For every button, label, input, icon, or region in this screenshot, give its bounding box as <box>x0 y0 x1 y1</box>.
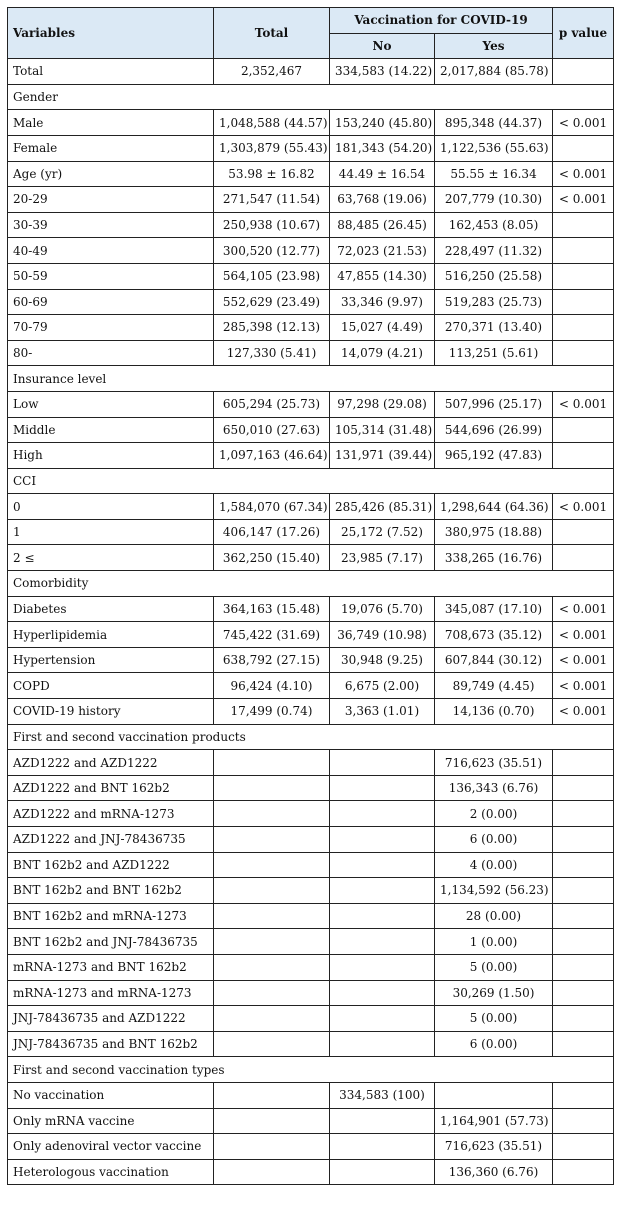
yes-vaccination-cell: 507,996 (25.17) <box>435 391 553 417</box>
total-cell: 605,294 (25.73) <box>214 391 330 417</box>
yes-vaccination-cell: 607,844 (30.12) <box>435 647 553 673</box>
total-cell: 362,250 (15.40) <box>214 545 330 571</box>
table-row <box>8 110 614 136</box>
row-label: mRNA-1273 and BNT 162b2 <box>8 954 214 980</box>
total-cell: 2,352,467 <box>214 59 330 85</box>
total-cell: 17,499 (0.74) <box>214 699 330 725</box>
section-label: CCI <box>8 468 614 494</box>
yes-vaccination-cell: 338,265 (16.76) <box>435 545 553 571</box>
p-value-cell <box>553 852 614 878</box>
total-cell <box>214 801 330 827</box>
yes-vaccination-cell: 162,453 (8.05) <box>435 212 553 238</box>
no-vaccination-cell: 33,346 (9.97) <box>330 289 435 315</box>
table-row <box>8 954 614 980</box>
yes-vaccination-cell: 1,164,901 (57.73) <box>435 1108 553 1134</box>
table-row <box>8 443 614 469</box>
yes-vaccination-cell: 5 (0.00) <box>435 1006 553 1032</box>
no-vaccination-cell <box>330 903 435 929</box>
row-label: BNT 162b2 and JNJ-78436735 <box>8 929 214 955</box>
p-value-cell: < 0.001 <box>553 391 614 417</box>
table-row <box>8 903 614 929</box>
table-row <box>8 596 614 622</box>
table-row <box>8 391 614 417</box>
row-label: AZD1222 and AZD1222 <box>8 750 214 776</box>
table-row <box>8 212 614 238</box>
no-vaccination-cell: 14,079 (4.21) <box>330 340 435 366</box>
no-vaccination-cell: 88,485 (26.45) <box>330 212 435 238</box>
row-label: COVID-19 history <box>8 699 214 725</box>
yes-vaccination-cell: 89,749 (4.45) <box>435 673 553 699</box>
row-label: BNT 162b2 and BNT 162b2 <box>8 878 214 904</box>
row-label: Only adenoviral vector vaccine <box>8 1134 214 1160</box>
no-vaccination-cell: 36,749 (10.98) <box>330 622 435 648</box>
p-value-cell <box>553 1082 614 1108</box>
yes-vaccination-cell: 270,371 (13.40) <box>435 315 553 341</box>
no-vaccination-cell <box>330 775 435 801</box>
p-value-cell <box>553 903 614 929</box>
p-value-cell <box>553 238 614 264</box>
row-label: mRNA-1273 and mRNA-1273 <box>8 980 214 1006</box>
section-row <box>8 1057 614 1083</box>
row-label: Low <box>8 391 214 417</box>
no-vaccination-cell <box>330 929 435 955</box>
table-row <box>8 1006 614 1032</box>
row-label: 1 <box>8 519 214 545</box>
row-label: No vaccination <box>8 1082 214 1108</box>
total-cell <box>214 903 330 929</box>
total-cell <box>214 1108 330 1134</box>
p-value-cell <box>553 827 614 853</box>
yes-vaccination-cell: 345,087 (17.10) <box>435 596 553 622</box>
header-p-value: p value <box>553 8 614 59</box>
no-vaccination-cell: 72,023 (21.53) <box>330 238 435 264</box>
total-cell: 564,105 (23.98) <box>214 263 330 289</box>
p-value-cell: < 0.001 <box>553 673 614 699</box>
no-vaccination-cell: 105,314 (31.48) <box>330 417 435 443</box>
yes-vaccination-cell: 6 (0.00) <box>435 827 553 853</box>
total-cell: 650,010 (27.63) <box>214 417 330 443</box>
header-total: Total <box>214 8 330 59</box>
p-value-cell <box>553 340 614 366</box>
yes-vaccination-cell: 113,251 (5.61) <box>435 340 553 366</box>
p-value-cell: < 0.001 <box>553 494 614 520</box>
section-row <box>8 724 614 750</box>
total-cell <box>214 852 330 878</box>
yes-vaccination-cell: 895,348 (44.37) <box>435 110 553 136</box>
table-row <box>8 647 614 673</box>
p-value-cell <box>553 1134 614 1160</box>
yes-vaccination-cell: 716,623 (35.51) <box>435 1134 553 1160</box>
no-vaccination-cell <box>330 1134 435 1160</box>
yes-vaccination-cell: 55.55 ± 16.34 <box>435 161 553 187</box>
p-value-cell <box>553 1031 614 1057</box>
row-label: 30-39 <box>8 212 214 238</box>
table-row <box>8 1159 614 1185</box>
table-row <box>8 238 614 264</box>
row-label: Total <box>8 59 214 85</box>
section-row <box>8 571 614 597</box>
total-cell: 285,398 (12.13) <box>214 315 330 341</box>
no-vaccination-cell: 23,985 (7.17) <box>330 545 435 571</box>
no-vaccination-cell: 97,298 (29.08) <box>330 391 435 417</box>
total-cell <box>214 1082 330 1108</box>
table-row <box>8 494 614 520</box>
yes-vaccination-cell: 1,122,536 (55.63) <box>435 135 553 161</box>
total-cell <box>214 1134 330 1160</box>
total-cell <box>214 750 330 776</box>
no-vaccination-cell <box>330 750 435 776</box>
row-label: 50-59 <box>8 263 214 289</box>
table-row <box>8 750 614 776</box>
row-label: BNT 162b2 and mRNA-1273 <box>8 903 214 929</box>
p-value-cell: < 0.001 <box>553 110 614 136</box>
yes-vaccination-cell: 28 (0.00) <box>435 903 553 929</box>
row-label: Heterologous vaccination <box>8 1159 214 1185</box>
section-label: Gender <box>8 84 614 110</box>
no-vaccination-cell: 181,343 (54.20) <box>330 135 435 161</box>
no-vaccination-cell: 285,426 (85.31) <box>330 494 435 520</box>
table-row <box>8 1082 614 1108</box>
total-cell: 1,584,070 (67.34) <box>214 494 330 520</box>
row-label: High <box>8 443 214 469</box>
total-cell <box>214 878 330 904</box>
p-value-cell <box>553 315 614 341</box>
table-row <box>8 263 614 289</box>
yes-vaccination-cell: 716,623 (35.51) <box>435 750 553 776</box>
section-label: Comorbidity <box>8 571 614 597</box>
total-cell: 127,330 (5.41) <box>214 340 330 366</box>
table-row <box>8 699 614 725</box>
section-row <box>8 468 614 494</box>
total-cell: 250,938 (10.67) <box>214 212 330 238</box>
p-value-cell <box>553 801 614 827</box>
row-label: AZD1222 and mRNA-1273 <box>8 801 214 827</box>
total-cell: 53.98 ± 16.82 <box>214 161 330 187</box>
yes-vaccination-cell: 544,696 (26.99) <box>435 417 553 443</box>
total-cell <box>214 980 330 1006</box>
p-value-cell: < 0.001 <box>553 622 614 648</box>
table-row <box>8 289 614 315</box>
p-value-cell: < 0.001 <box>553 161 614 187</box>
no-vaccination-cell <box>330 878 435 904</box>
no-vaccination-cell: 15,027 (4.49) <box>330 315 435 341</box>
row-label: Middle <box>8 417 214 443</box>
no-vaccination-cell: 334,583 (14.22) <box>330 59 435 85</box>
row-label: Age (yr) <box>8 161 214 187</box>
p-value-cell: < 0.001 <box>553 699 614 725</box>
table-row <box>8 59 614 85</box>
row-label: Hyperlipidemia <box>8 622 214 648</box>
no-vaccination-cell: 47,855 (14.30) <box>330 263 435 289</box>
row-label: Hypertension <box>8 647 214 673</box>
row-label: 2 ≤ <box>8 545 214 571</box>
total-cell: 1,097,163 (46.64) <box>214 443 330 469</box>
no-vaccination-cell <box>330 852 435 878</box>
yes-vaccination-cell: 14,136 (0.70) <box>435 699 553 725</box>
p-value-cell <box>553 59 614 85</box>
total-cell: 552,629 (23.49) <box>214 289 330 315</box>
no-vaccination-cell <box>330 954 435 980</box>
p-value-cell <box>553 443 614 469</box>
yes-vaccination-cell: 1,134,592 (56.23) <box>435 878 553 904</box>
p-value-cell <box>553 980 614 1006</box>
p-value-cell <box>553 289 614 315</box>
table-row <box>8 519 614 545</box>
no-vaccination-cell: 25,172 (7.52) <box>330 519 435 545</box>
row-label: BNT 162b2 and AZD1222 <box>8 852 214 878</box>
table-row <box>8 929 614 955</box>
table-row <box>8 622 614 648</box>
p-value-cell <box>553 519 614 545</box>
total-cell: 271,547 (11.54) <box>214 187 330 213</box>
table-row <box>8 1134 614 1160</box>
table-row <box>8 852 614 878</box>
row-label: Female <box>8 135 214 161</box>
total-cell: 406,147 (17.26) <box>214 519 330 545</box>
row-label: 80- <box>8 340 214 366</box>
table-row <box>8 980 614 1006</box>
header-variables: Variables <box>8 8 214 59</box>
total-cell <box>214 1006 330 1032</box>
table-header <box>8 8 614 59</box>
no-vaccination-cell <box>330 1159 435 1185</box>
table-row <box>8 1108 614 1134</box>
section-label: First and second vaccination products <box>8 724 614 750</box>
row-label: 70-79 <box>8 315 214 341</box>
table-row <box>8 673 614 699</box>
no-vaccination-cell <box>330 1031 435 1057</box>
no-vaccination-cell: 6,675 (2.00) <box>330 673 435 699</box>
yes-vaccination-cell: 2 (0.00) <box>435 801 553 827</box>
total-cell <box>214 775 330 801</box>
data-table <box>7 7 614 1185</box>
section-label: Insurance level <box>8 366 614 392</box>
p-value-cell <box>553 954 614 980</box>
no-vaccination-cell <box>330 980 435 1006</box>
table-row <box>8 545 614 571</box>
yes-vaccination-cell: 380,975 (18.88) <box>435 519 553 545</box>
row-label: 40-49 <box>8 238 214 264</box>
row-label: COPD <box>8 673 214 699</box>
no-vaccination-cell: 63,768 (19.06) <box>330 187 435 213</box>
p-value-cell: < 0.001 <box>553 647 614 673</box>
total-cell: 96,424 (4.10) <box>214 673 330 699</box>
row-label: JNJ-78436735 and BNT 162b2 <box>8 1031 214 1057</box>
table-row <box>8 775 614 801</box>
no-vaccination-cell: 3,363 (1.01) <box>330 699 435 725</box>
no-vaccination-cell: 131,971 (39.44) <box>330 443 435 469</box>
yes-vaccination-cell: 5 (0.00) <box>435 954 553 980</box>
yes-vaccination-cell: 207,779 (10.30) <box>435 187 553 213</box>
no-vaccination-cell <box>330 801 435 827</box>
no-vaccination-cell: 334,583 (100) <box>330 1082 435 1108</box>
p-value-cell <box>553 929 614 955</box>
total-cell: 1,303,879 (55.43) <box>214 135 330 161</box>
section-row <box>8 84 614 110</box>
p-value-cell <box>553 1108 614 1134</box>
no-vaccination-cell <box>330 1108 435 1134</box>
yes-vaccination-cell: 136,360 (6.76) <box>435 1159 553 1185</box>
yes-vaccination-cell: 516,250 (25.58) <box>435 263 553 289</box>
total-cell: 364,163 (15.48) <box>214 596 330 622</box>
no-vaccination-cell <box>330 1006 435 1032</box>
no-vaccination-cell: 19,076 (5.70) <box>330 596 435 622</box>
total-cell <box>214 929 330 955</box>
section-row <box>8 366 614 392</box>
header-vaccination: Vaccination for COVID-19 <box>330 8 553 34</box>
row-label: Only mRNA vaccine <box>8 1108 214 1134</box>
yes-vaccination-cell: 708,673 (35.12) <box>435 622 553 648</box>
p-value-cell <box>553 135 614 161</box>
yes-vaccination-cell: 1,298,644 (64.36) <box>435 494 553 520</box>
table-row <box>8 340 614 366</box>
total-cell <box>214 827 330 853</box>
yes-vaccination-cell: 965,192 (47.83) <box>435 443 553 469</box>
section-label: First and second vaccination types <box>8 1057 614 1083</box>
table-row <box>8 315 614 341</box>
row-label: 0 <box>8 494 214 520</box>
yes-vaccination-cell: 1 (0.00) <box>435 929 553 955</box>
yes-vaccination-cell: 228,497 (11.32) <box>435 238 553 264</box>
table-row <box>8 161 614 187</box>
p-value-cell <box>553 417 614 443</box>
p-value-cell <box>553 775 614 801</box>
header-no: No <box>330 33 435 59</box>
table-row <box>8 801 614 827</box>
total-cell: 300,520 (12.77) <box>214 238 330 264</box>
total-cell: 1,048,588 (44.57) <box>214 110 330 136</box>
yes-vaccination-cell: 519,283 (25.73) <box>435 289 553 315</box>
table-row <box>8 187 614 213</box>
yes-vaccination-cell: 136,343 (6.76) <box>435 775 553 801</box>
p-value-cell <box>553 212 614 238</box>
row-label: 60-69 <box>8 289 214 315</box>
row-label: 20-29 <box>8 187 214 213</box>
row-label: Male <box>8 110 214 136</box>
yes-vaccination-cell: 6 (0.00) <box>435 1031 553 1057</box>
total-cell <box>214 1031 330 1057</box>
no-vaccination-cell: 153,240 (45.80) <box>330 110 435 136</box>
p-value-cell <box>553 750 614 776</box>
no-vaccination-cell: 30,948 (9.25) <box>330 647 435 673</box>
table-row <box>8 827 614 853</box>
table-body <box>8 59 614 1185</box>
p-value-cell <box>553 545 614 571</box>
yes-vaccination-cell: 2,017,884 (85.78) <box>435 59 553 85</box>
total-cell <box>214 954 330 980</box>
p-value-cell <box>553 263 614 289</box>
yes-vaccination-cell <box>435 1082 553 1108</box>
total-cell: 745,422 (31.69) <box>214 622 330 648</box>
p-value-cell: < 0.001 <box>553 187 614 213</box>
total-cell: 638,792 (27.15) <box>214 647 330 673</box>
no-vaccination-cell <box>330 827 435 853</box>
table-row <box>8 135 614 161</box>
p-value-cell <box>553 1006 614 1032</box>
table-row <box>8 1031 614 1057</box>
no-vaccination-cell: 44.49 ± 16.54 <box>330 161 435 187</box>
table-row <box>8 417 614 443</box>
p-value-cell <box>553 878 614 904</box>
row-label: AZD1222 and BNT 162b2 <box>8 775 214 801</box>
header-yes: Yes <box>435 33 553 59</box>
p-value-cell <box>553 1159 614 1185</box>
total-cell <box>214 1159 330 1185</box>
table-row <box>8 878 614 904</box>
row-label: JNJ-78436735 and AZD1222 <box>8 1006 214 1032</box>
p-value-cell: < 0.001 <box>553 596 614 622</box>
yes-vaccination-cell: 30,269 (1.50) <box>435 980 553 1006</box>
row-label: Diabetes <box>8 596 214 622</box>
row-label: AZD1222 and JNJ-78436735 <box>8 827 214 853</box>
yes-vaccination-cell: 4 (0.00) <box>435 852 553 878</box>
